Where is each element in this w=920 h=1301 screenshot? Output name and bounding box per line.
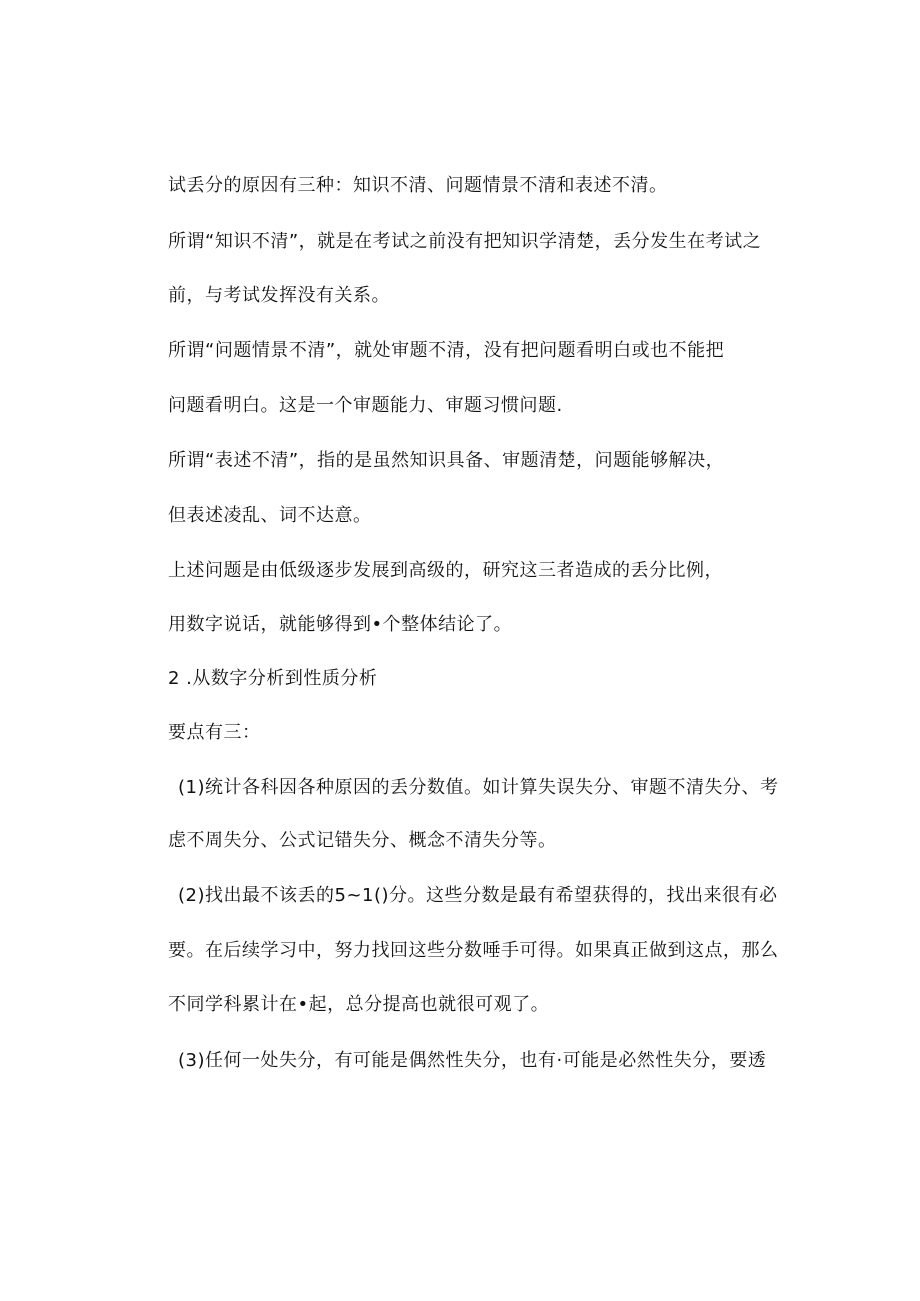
- paragraph-line: 虑不周失分、公式记错失分、概念不清失分等。: [168, 830, 557, 851]
- paragraph-line: 但表述凌乱、词不达意。: [168, 505, 372, 526]
- section-heading: 2 .从数字分析到性质分析: [168, 668, 378, 689]
- paragraph-line: 前，与考试发挥没有关系。: [168, 285, 390, 306]
- paragraph-line: 不同学科累计在•起，总分提高也就很可观了。: [168, 994, 550, 1015]
- paragraph-line: 问题看明白。这是一个审题能力、审题习惯问题.: [168, 395, 563, 416]
- paragraph-line: 要点有三：: [168, 722, 261, 743]
- paragraph-line: 试丢分的原因有三种：知识不清、问题情景不清和表述不清。: [168, 175, 668, 196]
- paragraph-line: 所谓“表述不清”，指的是虽然知识具备、审题清楚，问题能够解决，: [168, 450, 725, 471]
- list-item-line: (2)找出最不该丢的5~1()分。这些分数是最有希望获得的，找出来很有必: [178, 885, 778, 906]
- list-item-line: (1)统计各科因各种原因的丢分数值。如计算失误失分、审题不清失分、考: [178, 777, 779, 798]
- paragraph-line: 用数字说话，就能够得到•个整体结论了。: [168, 614, 513, 635]
- paragraph-line: 上述问题是由低级逐步发展到高级的，研究这三者造成的丢分比例，: [168, 560, 723, 581]
- list-item-line: (3)任何一处失分，有可能是偶然性失分，也有·可能是必然性失分，要透: [178, 1050, 767, 1071]
- paragraph-line: 要。在后续学习中，努力找回这些分数唾手可得。如果真正做到这点，那么: [168, 940, 779, 961]
- paragraph-line: 所谓“知识不清”，就是在考试之前没有把知识学清楚，丢分发生在考试之: [168, 231, 762, 252]
- paragraph-line: 所谓“问题情景不清”，就处审题不清，没有把问题看明白或也不能把: [168, 340, 725, 361]
